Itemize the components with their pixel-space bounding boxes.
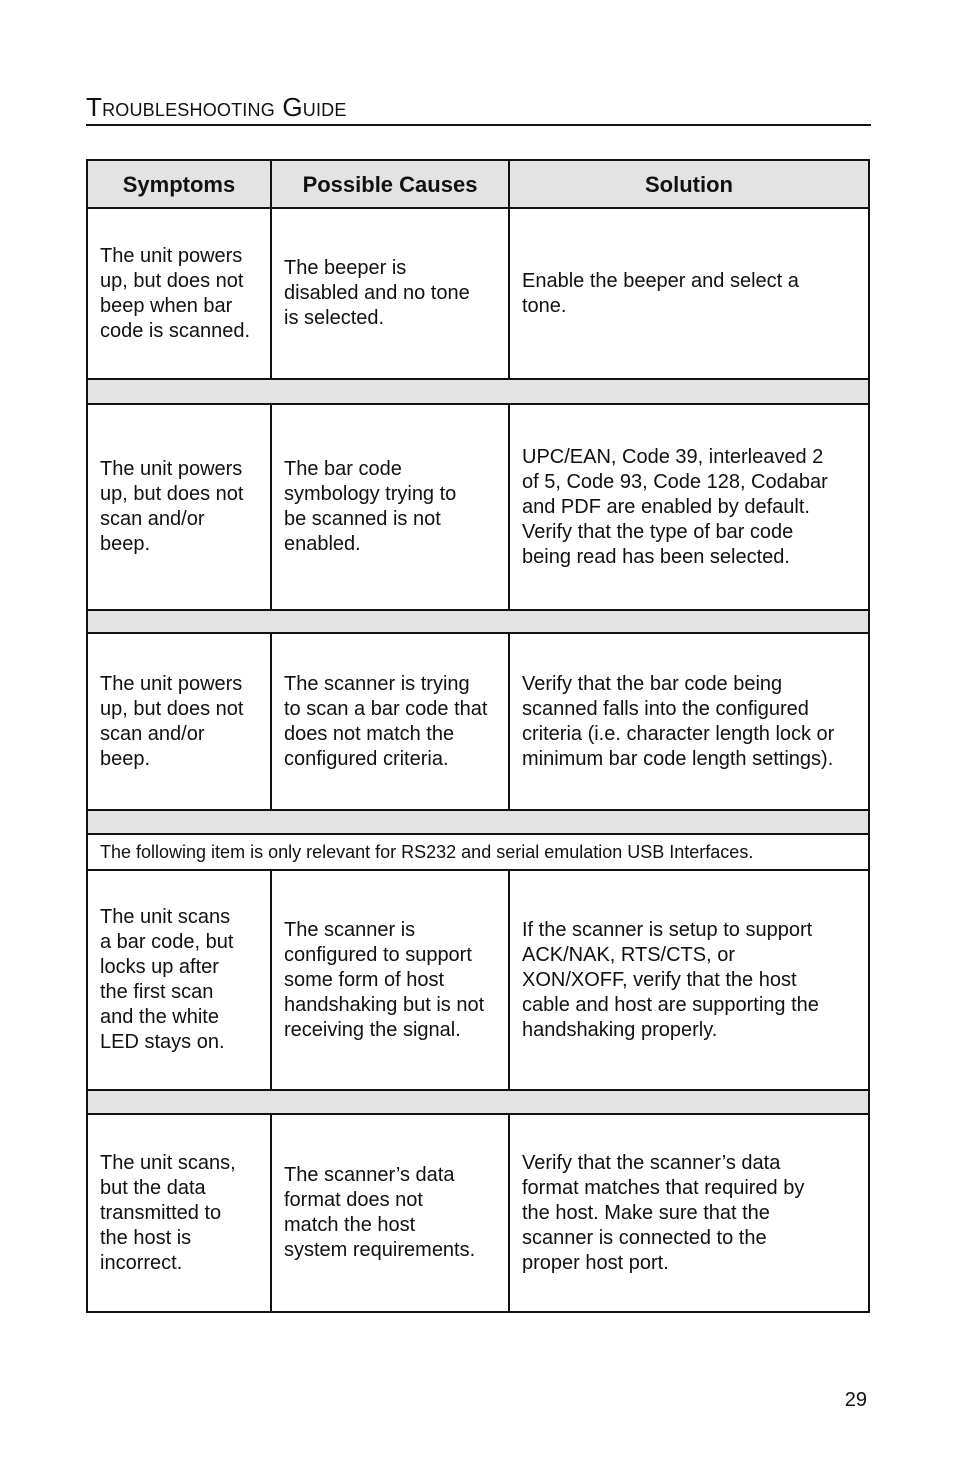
table-row bbox=[87, 870, 869, 1090]
cause-cell: The bar code symbology trying to be scanned is not enabled. bbox=[271, 404, 509, 610]
interface-note: The following item is only relevant for RS232 and serial emulation USB Interfaces. bbox=[87, 834, 869, 870]
troubleshooting-table bbox=[86, 159, 870, 1313]
solution-cell: Verify that the scanner’s data format matches that required by the host. Make sure that the scanner is connected to the proper host port. bbox=[509, 1114, 869, 1312]
solution-cell: UPC/EAN, Code 39, interleaved 2 of 5, Code 93, Code 128, Codabar and PDF are enabled by default. Verify that the type of bar code being read has been selected. bbox=[509, 404, 869, 610]
page-number: 29 bbox=[844, 1389, 867, 1411]
cause-cell: The scanner is configured to support some form of host handshaking but is not receiving the signal. bbox=[271, 870, 509, 1090]
note-row bbox=[87, 834, 869, 870]
table-row bbox=[87, 404, 869, 610]
table-row bbox=[87, 633, 869, 810]
symptom-cell: The unit scans a bar code, but locks up after the first scan and the white LED stays on. bbox=[87, 870, 271, 1090]
cause-cell: The scanner’s data format does not match the host system requirements. bbox=[271, 1114, 509, 1312]
symptom-cell: The unit powers up, but does not scan and/or beep. bbox=[87, 633, 271, 810]
separator-row bbox=[87, 1090, 869, 1114]
separator-row bbox=[87, 610, 869, 633]
cause-cell: The scanner is trying to scan a bar code that does not match the configured criteria. bbox=[271, 633, 509, 810]
page-title: Troubleshooting Guide bbox=[86, 92, 871, 126]
table-row bbox=[87, 208, 869, 379]
separator-row bbox=[87, 379, 869, 404]
symptom-cell: The unit scans, but the data transmitted to the host is incorrect. bbox=[87, 1114, 271, 1312]
table-header-row bbox=[87, 160, 869, 208]
solution-cell: Verify that the bar code being scanned falls into the configured criteria (i.e. character length lock or minimum bar code length settings). bbox=[509, 633, 869, 810]
column-header-solution: Solution bbox=[509, 160, 869, 208]
cause-cell: The beeper is disabled and no tone is selected. bbox=[271, 208, 509, 379]
table-row bbox=[87, 1114, 869, 1312]
solution-cell: If the scanner is setup to support ACK/NAK, RTS/CTS, or XON/XOFF, verify that the host cable and host are supporting the handshaking properly. bbox=[509, 870, 869, 1090]
symptom-cell: The unit powers up, but does not beep when bar code is scanned. bbox=[87, 208, 271, 379]
separator-row bbox=[87, 810, 869, 834]
symptom-cell: The unit powers up, but does not scan and/or beep. bbox=[87, 404, 271, 610]
column-header-possible-causes: Possible Causes bbox=[271, 160, 509, 208]
column-header-symptoms: Symptoms bbox=[87, 160, 271, 208]
solution-cell: Enable the beeper and select a tone. bbox=[509, 208, 869, 379]
